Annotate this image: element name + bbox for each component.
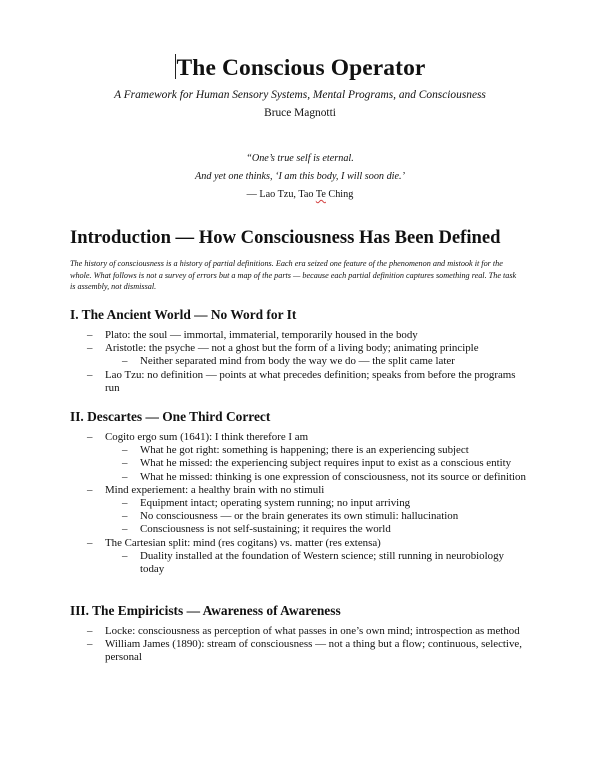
bullet: –	[122, 444, 128, 457]
bullet: –	[87, 536, 93, 549]
epigraph-line-1: “One’s true self is eternal.	[246, 153, 354, 164]
epigraph-attribution: — Lao Tzu, Tao Te Ching	[246, 189, 354, 200]
section-list-ancient-world	[70, 329, 530, 395]
bullet: –	[122, 510, 128, 523]
section-heading-descartes: II. Descartes — One Third Correct	[70, 409, 271, 424]
list-item: – Mind experiement: a healthy brain with no stimuli – Equipment intact; operating system running; no input arriving – No consciousness — or the brain generates its own stimuli: hallucination – Consciousness is not self-sustaining; it requires the world	[70, 484, 530, 537]
sub-list-item: – Duality installed at the foundation of Western science; still running in neurobiology today	[122, 549, 504, 576]
list-item: – Lao Tzu: no definition — points at what precedes definition; speaks from before the programs run	[87, 368, 516, 394]
list-item: – Aristotle: the psyche — not a ghost but the form of a living body; animating principle – Neither separated mind from body the way we do — the split came later	[70, 342, 530, 368]
sub-list-item: – What he missed: thinking is one expression of consciousness, not its source or definition	[122, 470, 526, 483]
bullet: –	[122, 355, 128, 368]
bullet: –	[87, 342, 93, 355]
bullet: –	[87, 625, 93, 637]
document-subtitle: A Framework for Human Sensory Systems, Mental Programs, and Consciousness	[114, 89, 486, 101]
bullet: –	[122, 457, 128, 470]
epigraph-line-2: And yet one thinks, ‘I am this body, I will soon die.’	[195, 171, 405, 182]
intro-paragraph: The history of consciousness is a history of partial definitions. Each era seized one feature of the phenomenon and mistook it for the whole. What follows is not a survey of errors but a map of the parts — because each partial definition captures something real. The task is assembly, not dismissal.	[70, 259, 517, 292]
bullet: –	[87, 638, 93, 651]
text-cursor	[175, 54, 176, 79]
sub-list-item: – What he missed: the experiencing subject requires input to exist as a conscious entity	[122, 457, 512, 470]
sub-list-item: – What he got right: something is happening; there is an experiencing subject	[122, 444, 469, 457]
document-author: Bruce Magnotti	[264, 107, 336, 119]
bullet: –	[87, 329, 93, 341]
sub-list-item: – Neither separated mind from body the way we do — the split came later	[122, 355, 455, 368]
list-item: – Locke: consciousness as perception of what passes in one’s own mind; introspection as method	[87, 625, 520, 637]
bullet: –	[87, 483, 93, 496]
section-list-empiricists	[70, 625, 530, 665]
section-heading-empiricists: III. The Empiricists — Awareness of Awareness	[70, 603, 341, 618]
bullet: –	[122, 523, 128, 536]
sub-list-item: – No consciousness — or the brain generates its own stimuli: hallucination	[122, 510, 459, 523]
section-list-descartes	[70, 431, 530, 576]
list-item: – The Cartesian split: mind (res cogitans) vs. matter (res extensa) – Duality installed at the foundation of Western science; still running in neurobiology today	[70, 537, 530, 577]
spellcheck-flagged-word[interactable]: Te	[315, 189, 326, 200]
intro-heading: Introduction — How Consciousness Has Been Defined	[70, 227, 501, 248]
sub-list-item: – Equipment intact; operating system running; no input arriving	[122, 497, 411, 510]
list-item: – William James (1890): stream of consciousness — not a thing but a flow; continuous, selective, personal	[87, 638, 522, 664]
sub-list-item: – Consciousness is not self-sustaining; it requires the world	[122, 523, 391, 536]
bullet: –	[87, 368, 93, 381]
list-item: – Plato: the soul — immortal, immaterial, temporarily housed in the body	[87, 329, 418, 341]
section-heading-ancient-world: I. The Ancient World — No Word for It	[70, 307, 297, 322]
list-item: – Cogito ergo sum (1641): I think therefore I am – What he got right: something is happening; there is an experiencing subject – What he missed: the experiencing subject requires input to exist as a conscious entity – What he missed: thinking is one expression of consciousness, not its source or definition	[70, 431, 530, 484]
document-title: The Conscious Operator	[176, 55, 426, 81]
bullet: –	[87, 431, 93, 443]
bullet: –	[122, 497, 128, 510]
bullet: –	[122, 470, 128, 483]
epigraph	[0, 150, 600, 204]
bullet: –	[122, 549, 128, 562]
